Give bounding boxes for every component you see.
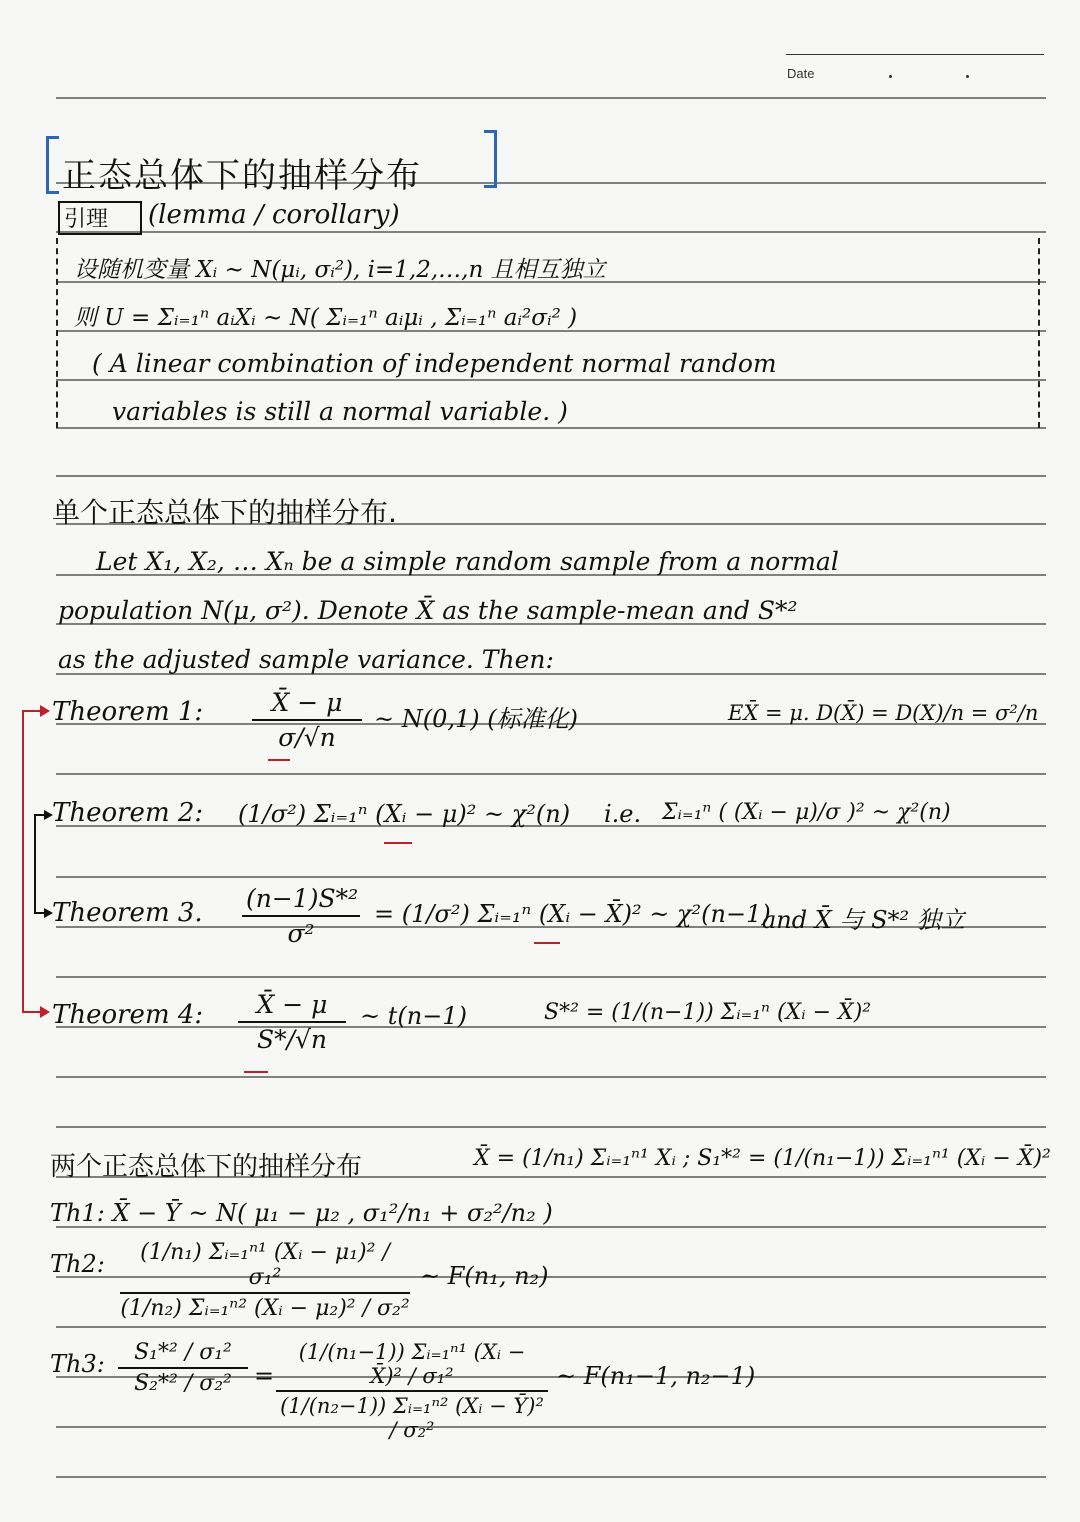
theorem-1-fraction <box>252 688 362 752</box>
two-theorem-3-equals: = <box>254 1362 275 1390</box>
theorem-4-numerator: X̄ − μ <box>238 990 346 1023</box>
theorem-1-label: Theorem 1: <box>52 697 204 727</box>
black-arrow-head-icon <box>44 908 53 918</box>
title-bracket-right <box>484 130 497 188</box>
date-label: Date <box>787 66 815 81</box>
single-intro-2: population N(μ, σ²). Denote X̄ as the sample-mean and S*² <box>58 596 798 625</box>
lemma-line-3: ( A linear combination of independent normal random <box>92 349 777 378</box>
red-arrow-head-icon <box>40 1006 50 1018</box>
single-intro-1: Let X₁, X₂, … Xₙ be a simple random sample from a normal <box>96 547 839 576</box>
two-theorem-2-fraction <box>120 1240 410 1321</box>
lemma-line-4: variables is still a normal variable. ) <box>112 397 568 426</box>
theorem-2-rhs: Σᵢ₌₁ⁿ ( (Xᵢ − μ)/σ )² ~ χ²(n) <box>662 800 951 825</box>
two-theorem-1: Th1: X̄ − Ȳ ~ N( μ₁ − μ₂ , σ₁²/n₁ + σ₂²/n₂ ) <box>50 1199 553 1227</box>
red-arrow-head-icon <box>40 705 50 717</box>
lemma-line-2: 则 U = Σᵢ₌₁ⁿ aᵢXᵢ ~ N( Σᵢ₌₁ⁿ aᵢμᵢ , Σᵢ₌₁ⁿ aᵢ²σᵢ² ) <box>74 305 578 331</box>
theorem-1-denominator: σ/√n <box>278 723 336 752</box>
two-theorem-3-fraction-2 <box>276 1340 548 1442</box>
title-bracket-left <box>46 136 59 194</box>
lemma-tag: 引理 <box>64 207 109 232</box>
red-connector-top <box>22 710 42 712</box>
two-definitions: X̄ = (1/n₁) Σᵢ₌₁ⁿ¹ Xᵢ ; S₁*² = (1/(n₁−1)) Σᵢ₌₁ⁿ¹ (Xᵢ − X̄)² <box>474 1146 1051 1171</box>
theorem-4-fraction <box>238 990 346 1054</box>
single-intro-3: as the adjusted sample variance. Then: <box>58 645 554 674</box>
theorem-3-result: = (1/σ²) Σᵢ₌₁ⁿ (Xᵢ − X̄)² ~ χ²(n−1) <box>374 900 771 928</box>
two-heading: 两个正态总体下的抽样分布 <box>50 1152 363 1182</box>
lemma-line-1: 设随机变量 Xᵢ ~ N(μᵢ, σᵢ²), i=1,2,…,n 且相互独立 <box>74 257 606 283</box>
two-theorem-3-denominator-2: (1/(n₂−1)) Σᵢ₌₁ⁿ² (Xᵢ − Ȳ)² / σ₂² <box>280 1394 544 1442</box>
two-theorem-2-label: Th2: <box>50 1250 105 1278</box>
red-underline <box>244 1071 268 1073</box>
date-line <box>786 54 1044 55</box>
theorem-3-label: Theorem 3. <box>52 898 203 928</box>
theorem-1-numerator: X̄ − μ <box>252 688 362 721</box>
theorem-2-ie: i.e. <box>604 800 642 828</box>
theorem-2-label: Theorem 2: <box>52 798 204 828</box>
red-underline <box>384 842 412 844</box>
black-arrow-head-icon <box>44 810 53 820</box>
theorem-4-denominator: S*/√n <box>256 1025 328 1054</box>
theorem-4-extra: S*² = (1/(n−1)) Σᵢ₌₁ⁿ (Xᵢ − X̄)² <box>544 1000 872 1025</box>
two-theorem-3-result: ~ F(n₁−1, n₂−1) <box>556 1362 756 1390</box>
two-theorem-2-result: ~ F(n₁, n₂) <box>420 1262 549 1290</box>
lemma-tag-english: (lemma / corollary) <box>148 200 400 230</box>
date-dot <box>889 75 892 78</box>
date-dot <box>966 75 969 78</box>
two-theorem-3-numerator-1: S₁*² / σ₁² <box>118 1340 248 1369</box>
two-theorem-3-label: Th3: <box>50 1350 105 1378</box>
red-underline <box>268 759 290 761</box>
theorem-3-tail: and X̄ 与 S*² 独立 <box>762 906 965 934</box>
theorem-3-fraction <box>242 884 360 948</box>
theorem-2-lhs: (1/σ²) Σᵢ₌₁ⁿ (Xᵢ − μ)² ~ χ²(n) <box>238 800 571 828</box>
black-connector-vertical <box>34 814 36 914</box>
theorem-4-label: Theorem 4: <box>52 1000 204 1030</box>
theorem-3-numerator: (n−1)S*² <box>242 884 360 917</box>
page-title: 正态总体下的抽样分布 <box>62 156 422 196</box>
theorem-1-result: ~ N(0,1) (标准化) <box>374 705 578 733</box>
red-connector-vertical <box>22 710 24 1013</box>
two-theorem-3-denominator-1: S₂*² / σ₂² <box>134 1371 232 1396</box>
red-connector-bottom <box>22 1011 42 1013</box>
single-heading: 单个正态总体下的抽样分布. <box>52 496 397 529</box>
red-underline <box>534 942 560 944</box>
theorem-1-extra: EX̄ = μ. D(X̄) = D(X)/n = σ²/n <box>728 701 1039 725</box>
two-theorem-2-denominator: (1/n₂) Σᵢ₌₁ⁿ² (Xᵢ − μ₂)² / σ₂² <box>120 1296 410 1321</box>
theorem-4-result: ~ t(n−1) <box>360 1002 467 1030</box>
two-theorem-3-numerator-2: (1/(n₁−1)) Σᵢ₌₁ⁿ¹ (Xᵢ − X̄)² / σ₁² <box>276 1340 548 1392</box>
two-theorem-3-fraction-1 <box>118 1340 248 1396</box>
two-theorem-2-numerator: (1/n₁) Σᵢ₌₁ⁿ¹ (Xᵢ − μ₁)² / σ₁² <box>120 1240 410 1294</box>
theorem-3-denominator: σ² <box>287 919 315 948</box>
